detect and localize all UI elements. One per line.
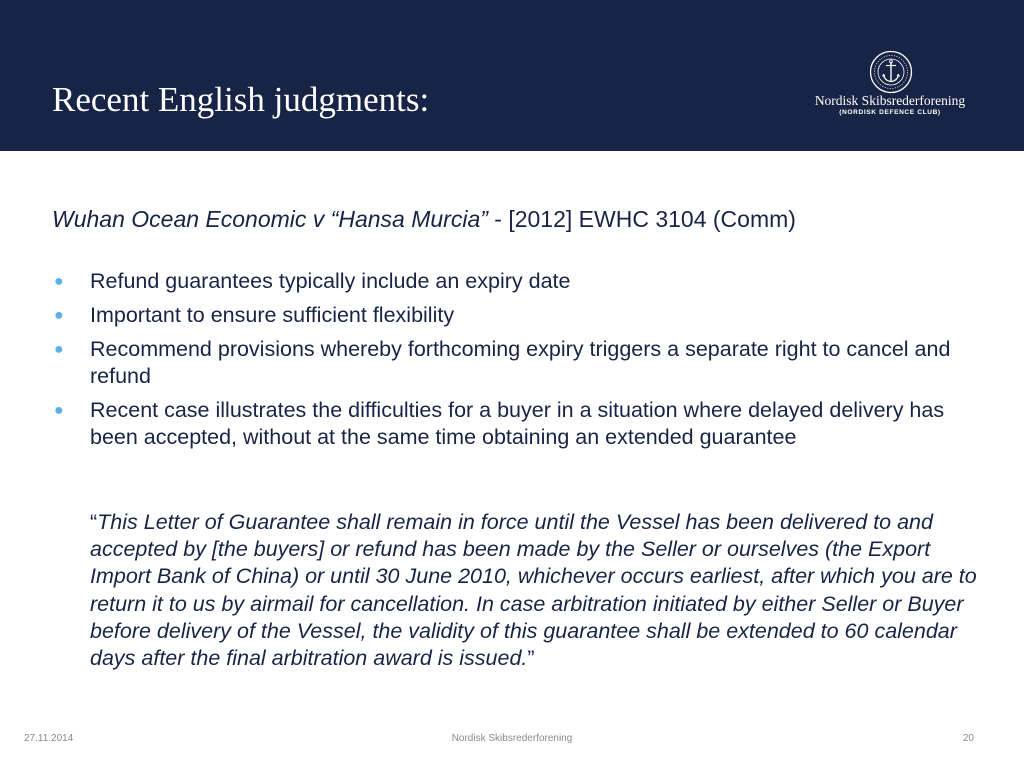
list-item [50,302,980,329]
bullet-text: Refund guarantees typically include an expiry date [90,269,571,293]
list-item [50,336,980,390]
footer-date: 27.11.2014 [24,733,74,744]
page-number: 20 [962,733,974,744]
bullet-icon: ● [54,341,64,358]
quote-open-mark: “ [90,510,98,534]
list-item [50,397,980,451]
bullet-icon: ● [54,402,64,419]
case-heading [52,203,796,235]
footer-organization: Nordisk Skibsrederforening [451,733,573,744]
bullet-icon: ● [54,273,64,290]
bullet-text: Recent case illustrates the difficulties for a buyer in a situation where delayed delivery has been accepted, without at the same time obtaining an extended guarantee [90,398,945,449]
logo-subtitle: (NORDISK DEFENCE CLUB) [839,109,941,116]
logo-name: Nordisk Skibsrederforening [814,93,966,108]
bullet-text: Important to ensure sufficient flexibility [90,303,455,327]
bullet-text: Recommend provisions whereby forthcoming expiry triggers a separate right to cancel and refund [90,337,951,388]
quote-close-mark: ” [527,646,535,671]
list-item [50,268,980,295]
case-name: Wuhan Ocean Economic v “Hansa Murcia” [52,206,488,232]
guarantee-quote [90,509,990,672]
case-citation: - [2012] EWHC 3104 (Comm) [487,206,796,232]
anchor-emblem-icon [869,50,913,94]
bullet-icon: ● [54,307,64,324]
quote-text: This Letter of Guarantee shall remain in force until the Vessel has been delivered to and accepted by [the buyers] or refund has been made by the Seller or ourselves (the Export Import Bank of China) or until 30 June 2010, whichever occurs earliest, after which you are to return it to us by airmail for cancellation. In case arbitration initiated by either Seller or Buyer before delivery of the Vessel, the validity of this guarantee shall be extended to 60 calendar days after the final arbitration award is issued. [90,510,977,671]
slide-title: Recent English judgments: [52,80,430,119]
bullet-list [50,268,980,458]
header-bar [0,0,1024,151]
